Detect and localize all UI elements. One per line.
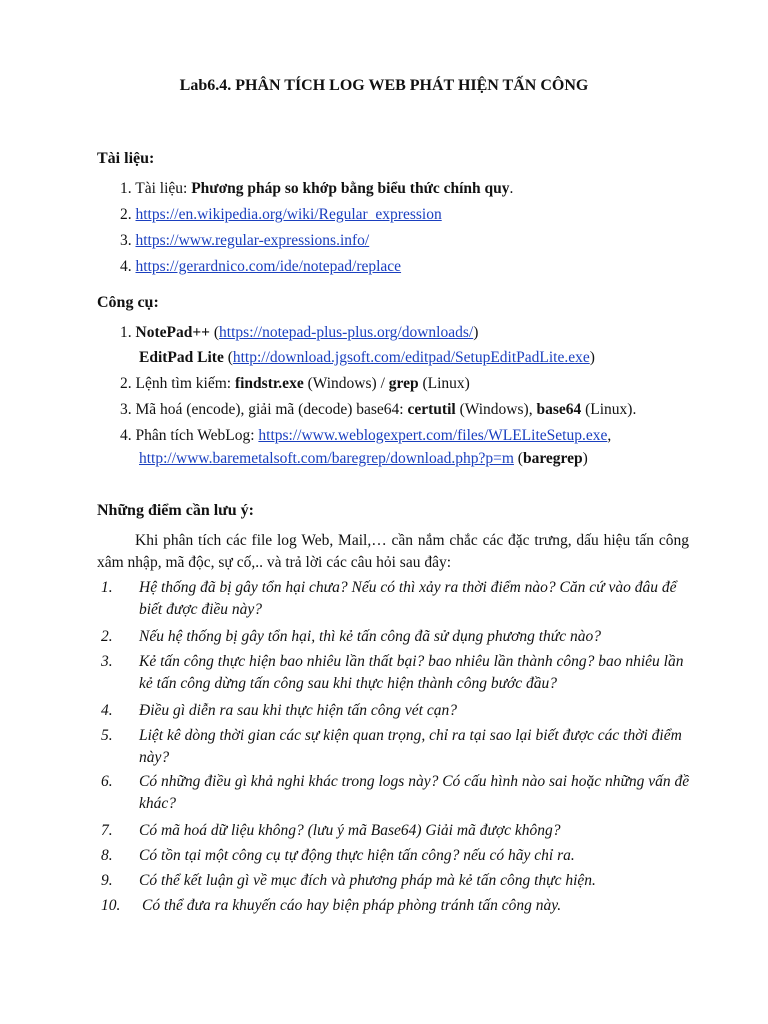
question-text: Nếu hệ thống bị gây tổn hại, thì kẻ tấn công đã sử dụng phương thức nào? — [139, 628, 601, 645]
question-item — [101, 820, 690, 842]
question-number: 8. — [101, 847, 113, 864]
list-number: 4. — [120, 258, 132, 275]
tools-item-mid: (Windows), — [455, 401, 537, 418]
comma: , — [607, 427, 612, 444]
list-number: 2. — [120, 375, 132, 392]
question-item — [101, 771, 690, 815]
tools-item-suffix: (Linux). — [581, 401, 637, 418]
question-item — [101, 895, 690, 917]
tools-item-prefix: Phân tích WebLog: — [135, 427, 259, 444]
paren-open: ( — [210, 324, 220, 341]
question-number: 4. — [101, 702, 113, 719]
question-number: 2. — [101, 628, 113, 645]
list-number: 1. — [120, 324, 132, 341]
tools-item-1 — [120, 324, 478, 342]
list-number: 2. — [120, 206, 132, 223]
gerardnico-notepad-link[interactable]: https://gerardnico.com/ide/notepad/replace — [135, 258, 402, 275]
tools-item-4-line2 — [139, 450, 588, 468]
docs-item-suffix: . — [509, 180, 514, 197]
paren-open: ( — [513, 450, 523, 467]
regular-expressions-info-link[interactable]: https://www.regular-expressions.info/ — [135, 232, 370, 249]
tools-item-4 — [120, 427, 611, 445]
question-text: Kẻ tấn công thực hiện bao nhiêu lần thất bại? bao nhiêu lần thành công? bao nhiêu lần kẻ tấn công dừng tấn công sau khi thực hiện thành công bước đầu? — [139, 653, 684, 692]
question-text: Có thể kết luận gì về mục đích và phương pháp mà kẻ tấn công thực hiện. — [139, 872, 596, 889]
question-number: 1. — [101, 579, 113, 596]
tools-item-mid: (Windows) / — [303, 375, 389, 392]
baregrep-name: baregrep — [522, 450, 583, 467]
question-number: 10. — [101, 897, 121, 914]
notes-intro-paragraph: Khi phân tích các file log Web, Mail,… cần nắm chắc các đặc trưng, dấu hiệu tấn công xâm nhập, mã độc, sự cố,.. và trả lời các câu hỏi sau đây: — [97, 532, 689, 571]
docs-heading: Tài liệu: — [97, 150, 155, 167]
tools-item-2 — [120, 375, 470, 393]
editpad-name: EditPad Lite — [139, 349, 224, 366]
tools-heading: Công cụ: — [97, 294, 159, 311]
docs-item-1 — [120, 180, 513, 198]
question-number: 7. — [101, 822, 113, 839]
tools-item-suffix: (Linux) — [418, 375, 470, 392]
docs-item-3 — [120, 232, 369, 250]
question-text: Có thể đưa ra khuyến cáo hay biện pháp phòng tránh tấn công này. — [142, 897, 562, 914]
list-number: 4. — [120, 427, 132, 444]
docs-item-2 — [120, 206, 442, 224]
editpad-download-link[interactable]: http://download.jgsoft.com/editpad/SetupEditPadLite.exe — [232, 349, 590, 366]
question-text: Hệ thống đã bị gây tổn hại chưa? Nếu có thì xảy ra thời điểm nào? Căn cứ vào đâu để biết được điều này? — [139, 579, 677, 618]
notepadpp-download-link[interactable]: https://notepad-plus-plus.org/downloads/ — [219, 324, 474, 341]
question-number: 6. — [101, 773, 113, 790]
question-number: 5. — [101, 727, 113, 744]
docs-item-prefix: Tài liệu: — [135, 180, 192, 197]
findstr-command: findstr.exe — [234, 375, 304, 392]
question-text: Điều gì diễn ra sau khi thực hiện tấn công vét cạn? — [139, 702, 457, 719]
grep-command: grep — [388, 375, 419, 392]
question-text: Có mã hoá dữ liệu không? (lưu ý mã Base64) Giải mã được không? — [139, 822, 561, 839]
question-text: Có tồn tại một công cụ tự động thực hiện tấn công? nếu có hãy chỉ ra. — [139, 847, 575, 864]
weblogexpert-download-link[interactable]: https://www.weblogexpert.com/files/WLELiteSetup.exe — [258, 427, 608, 444]
question-item — [101, 845, 690, 867]
question-item — [101, 577, 690, 621]
paren-close: ) — [589, 349, 595, 366]
question-text: Liệt kê dòng thời gian các sự kiện quan trọng, chỉ ra tại sao lại biết được các thời điểm này? — [139, 727, 682, 766]
tools-item-prefix: Mã hoá (encode), giải mã (decode) base64: — [135, 401, 408, 418]
paren-open: ( — [223, 349, 233, 366]
question-item — [101, 700, 690, 722]
base64-command: base64 — [536, 401, 582, 418]
list-number: 3. — [120, 232, 132, 249]
question-text: Có những điều gì khả nghi khác trong logs này? Có cấu hình nào sai hoặc những vấn đề khác? — [139, 773, 690, 812]
baregrep-download-link[interactable]: http://www.baremetalsoft.com/baregrep/download.php?p=m — [139, 450, 514, 467]
tools-item-prefix: Lệnh tìm kiếm: — [135, 375, 235, 392]
paren-close: ) — [582, 450, 588, 467]
question-item — [101, 626, 690, 648]
wikipedia-regex-link[interactable]: https://en.wikipedia.org/wiki/Regular_expression — [135, 206, 442, 223]
question-item — [101, 725, 690, 769]
list-number: 1. — [120, 180, 132, 197]
tools-item-3 — [120, 401, 636, 419]
question-item — [101, 870, 690, 892]
question-item — [101, 651, 690, 695]
list-number: 3. — [120, 401, 132, 418]
notepadpp-name: NotePad++ — [135, 324, 210, 341]
tools-item-1-line2 — [139, 349, 595, 367]
question-number: 9. — [101, 872, 113, 889]
paren-close: ) — [473, 324, 479, 341]
document-title: Lab6.4. PHÂN TÍCH LOG WEB PHÁT HIỆN TẤN CÔNG — [179, 77, 589, 94]
notes-heading: Những điểm cần lưu ý: — [97, 502, 254, 519]
docs-item-4 — [120, 258, 401, 276]
certutil-command: certutil — [407, 401, 456, 418]
question-number: 3. — [101, 653, 113, 670]
docs-item-bold-title: Phương pháp so khớp bằng biểu thức chính quy — [191, 180, 510, 197]
